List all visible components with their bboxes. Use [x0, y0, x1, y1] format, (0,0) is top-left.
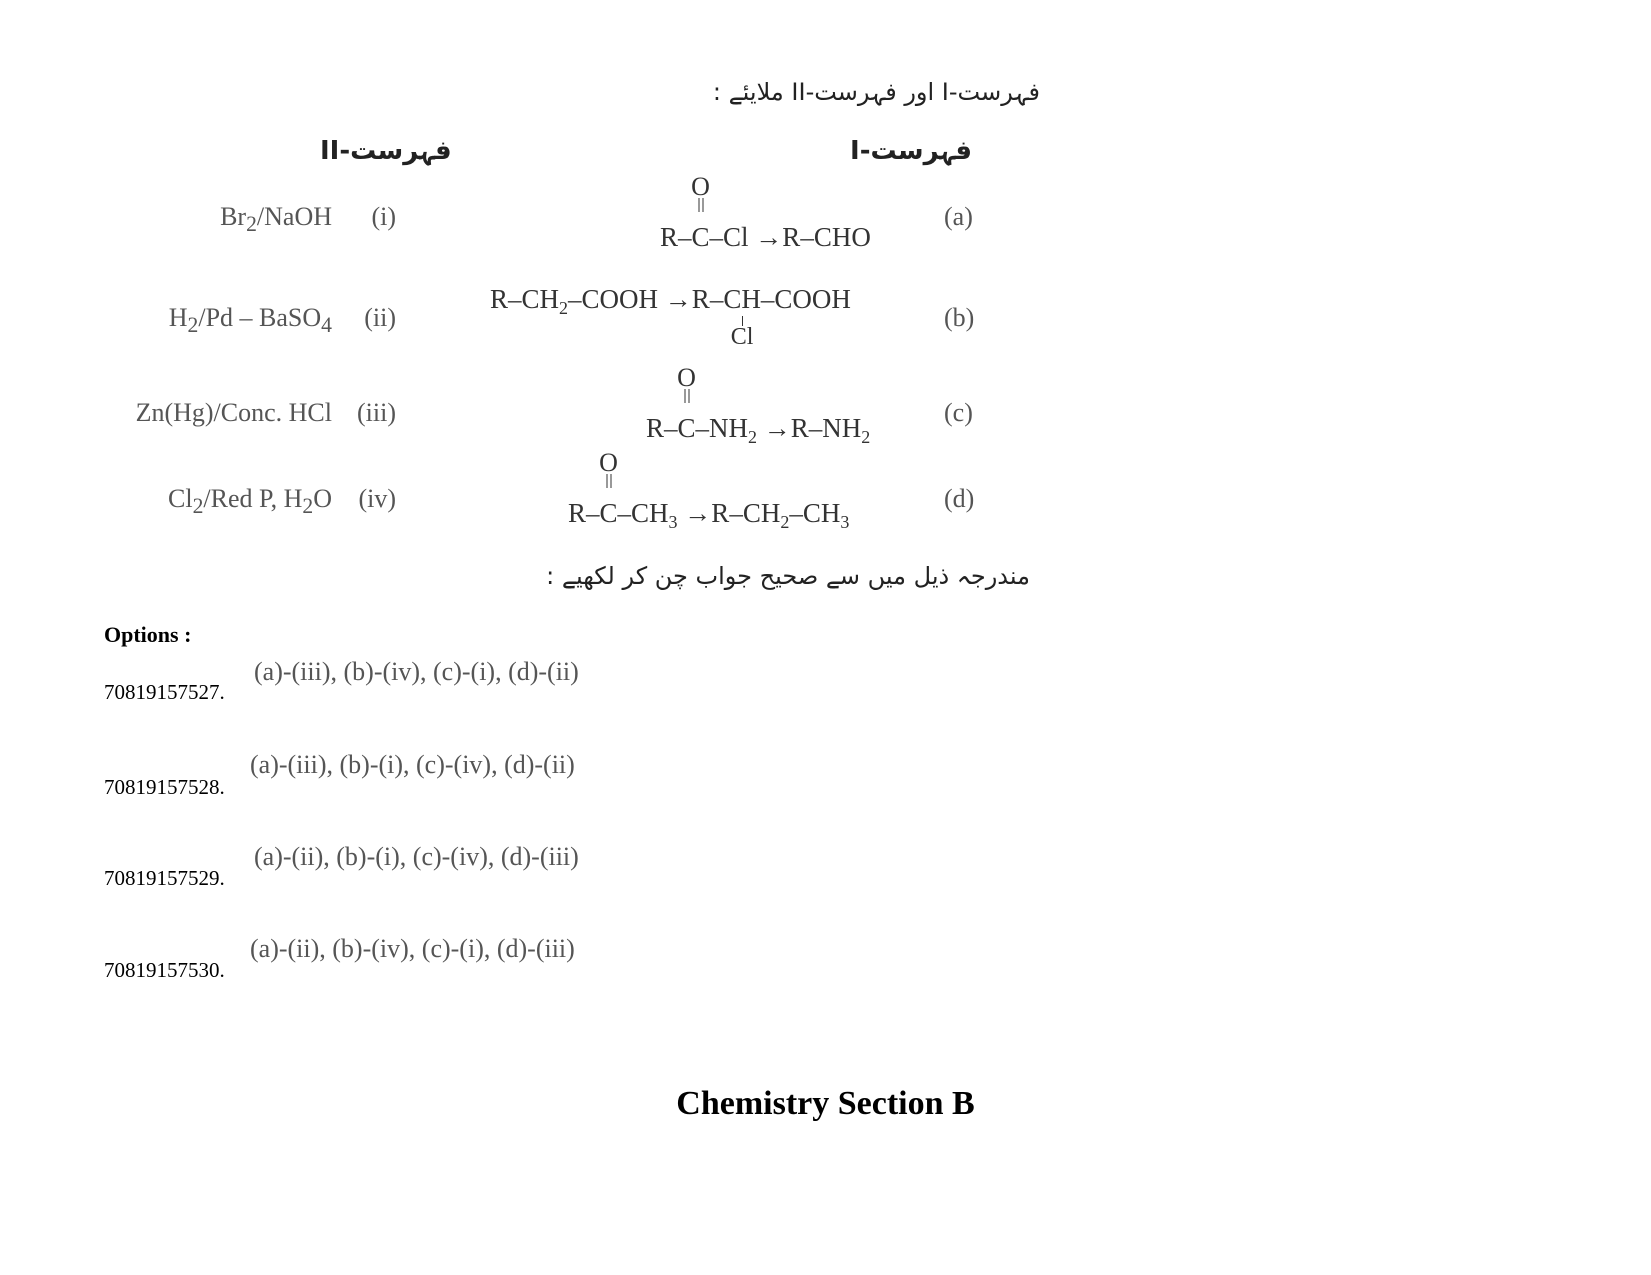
option-number: 70819157529.: [104, 866, 225, 890]
label-iii: (iii): [357, 398, 396, 427]
label-i: (i): [371, 202, 396, 231]
reagent-iii: Zn(Hg)/Conc. HCl: [135, 398, 332, 427]
carbonyl-carbon: O C: [677, 363, 696, 443]
label-iv: (iv): [358, 484, 396, 513]
option-text[interactable]: (a)-(ii), (b)-(i), (c)-(iv), (d)-(iii): [254, 842, 579, 871]
list1-heading: فہرست-I: [850, 136, 973, 166]
options-label: Options :: [104, 622, 192, 647]
reagent-iv: $Cl_2$/Red P, $H_2O$: [168, 484, 332, 519]
label-a: (a): [944, 202, 973, 231]
reaction-b: $R-CH_2$–COOH →R–CH Cl –COOH: [490, 284, 851, 350]
reagent-ii: $H_2/Pd$ – BaSO$_4$: [168, 303, 332, 338]
match-instruction: فہرست-I اور فہرست-II ملایئے :: [712, 78, 1040, 106]
section-title: Chemistry Section B: [676, 1085, 975, 1122]
label-ii: (ii): [364, 303, 396, 332]
reaction-c: R– O $C-NH_2 \to R-NH_2$: [646, 363, 871, 447]
reagent-i: $Br_2$/NaOH: [220, 202, 332, 237]
option-text[interactable]: (a)-(iii), (b)-(i), (c)-(iv), (d)-(ii): [250, 750, 575, 779]
carbonyl-carbon: O C: [691, 172, 710, 252]
option-number: 70819157528.: [104, 775, 225, 799]
option-text[interactable]: (a)-(ii), (b)-(iv), (c)-(i), (d)-(iii): [250, 934, 575, 963]
reaction-a: R– O C–Cl →R–CHO: [660, 172, 871, 252]
reaction-d: R– O $C-CH_3 \to R-CH_2-CH_3$: [568, 448, 850, 532]
select-instruction: مندرجہ ذیل میں سے صحیح جواب چن کر لکھیے :: [546, 562, 1030, 590]
list2-heading: فہرست-II: [320, 136, 452, 166]
label-b: (b): [944, 303, 975, 332]
chloro-substituent: CH Cl: [723, 284, 761, 350]
option-number: 70819157530.: [104, 958, 225, 982]
carbonyl-carbon: O C: [599, 448, 618, 528]
option-number: 70819157527.: [104, 680, 225, 704]
label-c: (c): [944, 398, 973, 427]
label-d: (d): [944, 484, 975, 513]
option-text[interactable]: (a)-(iii), (b)-(iv), (c)-(i), (d)-(ii): [254, 657, 579, 686]
